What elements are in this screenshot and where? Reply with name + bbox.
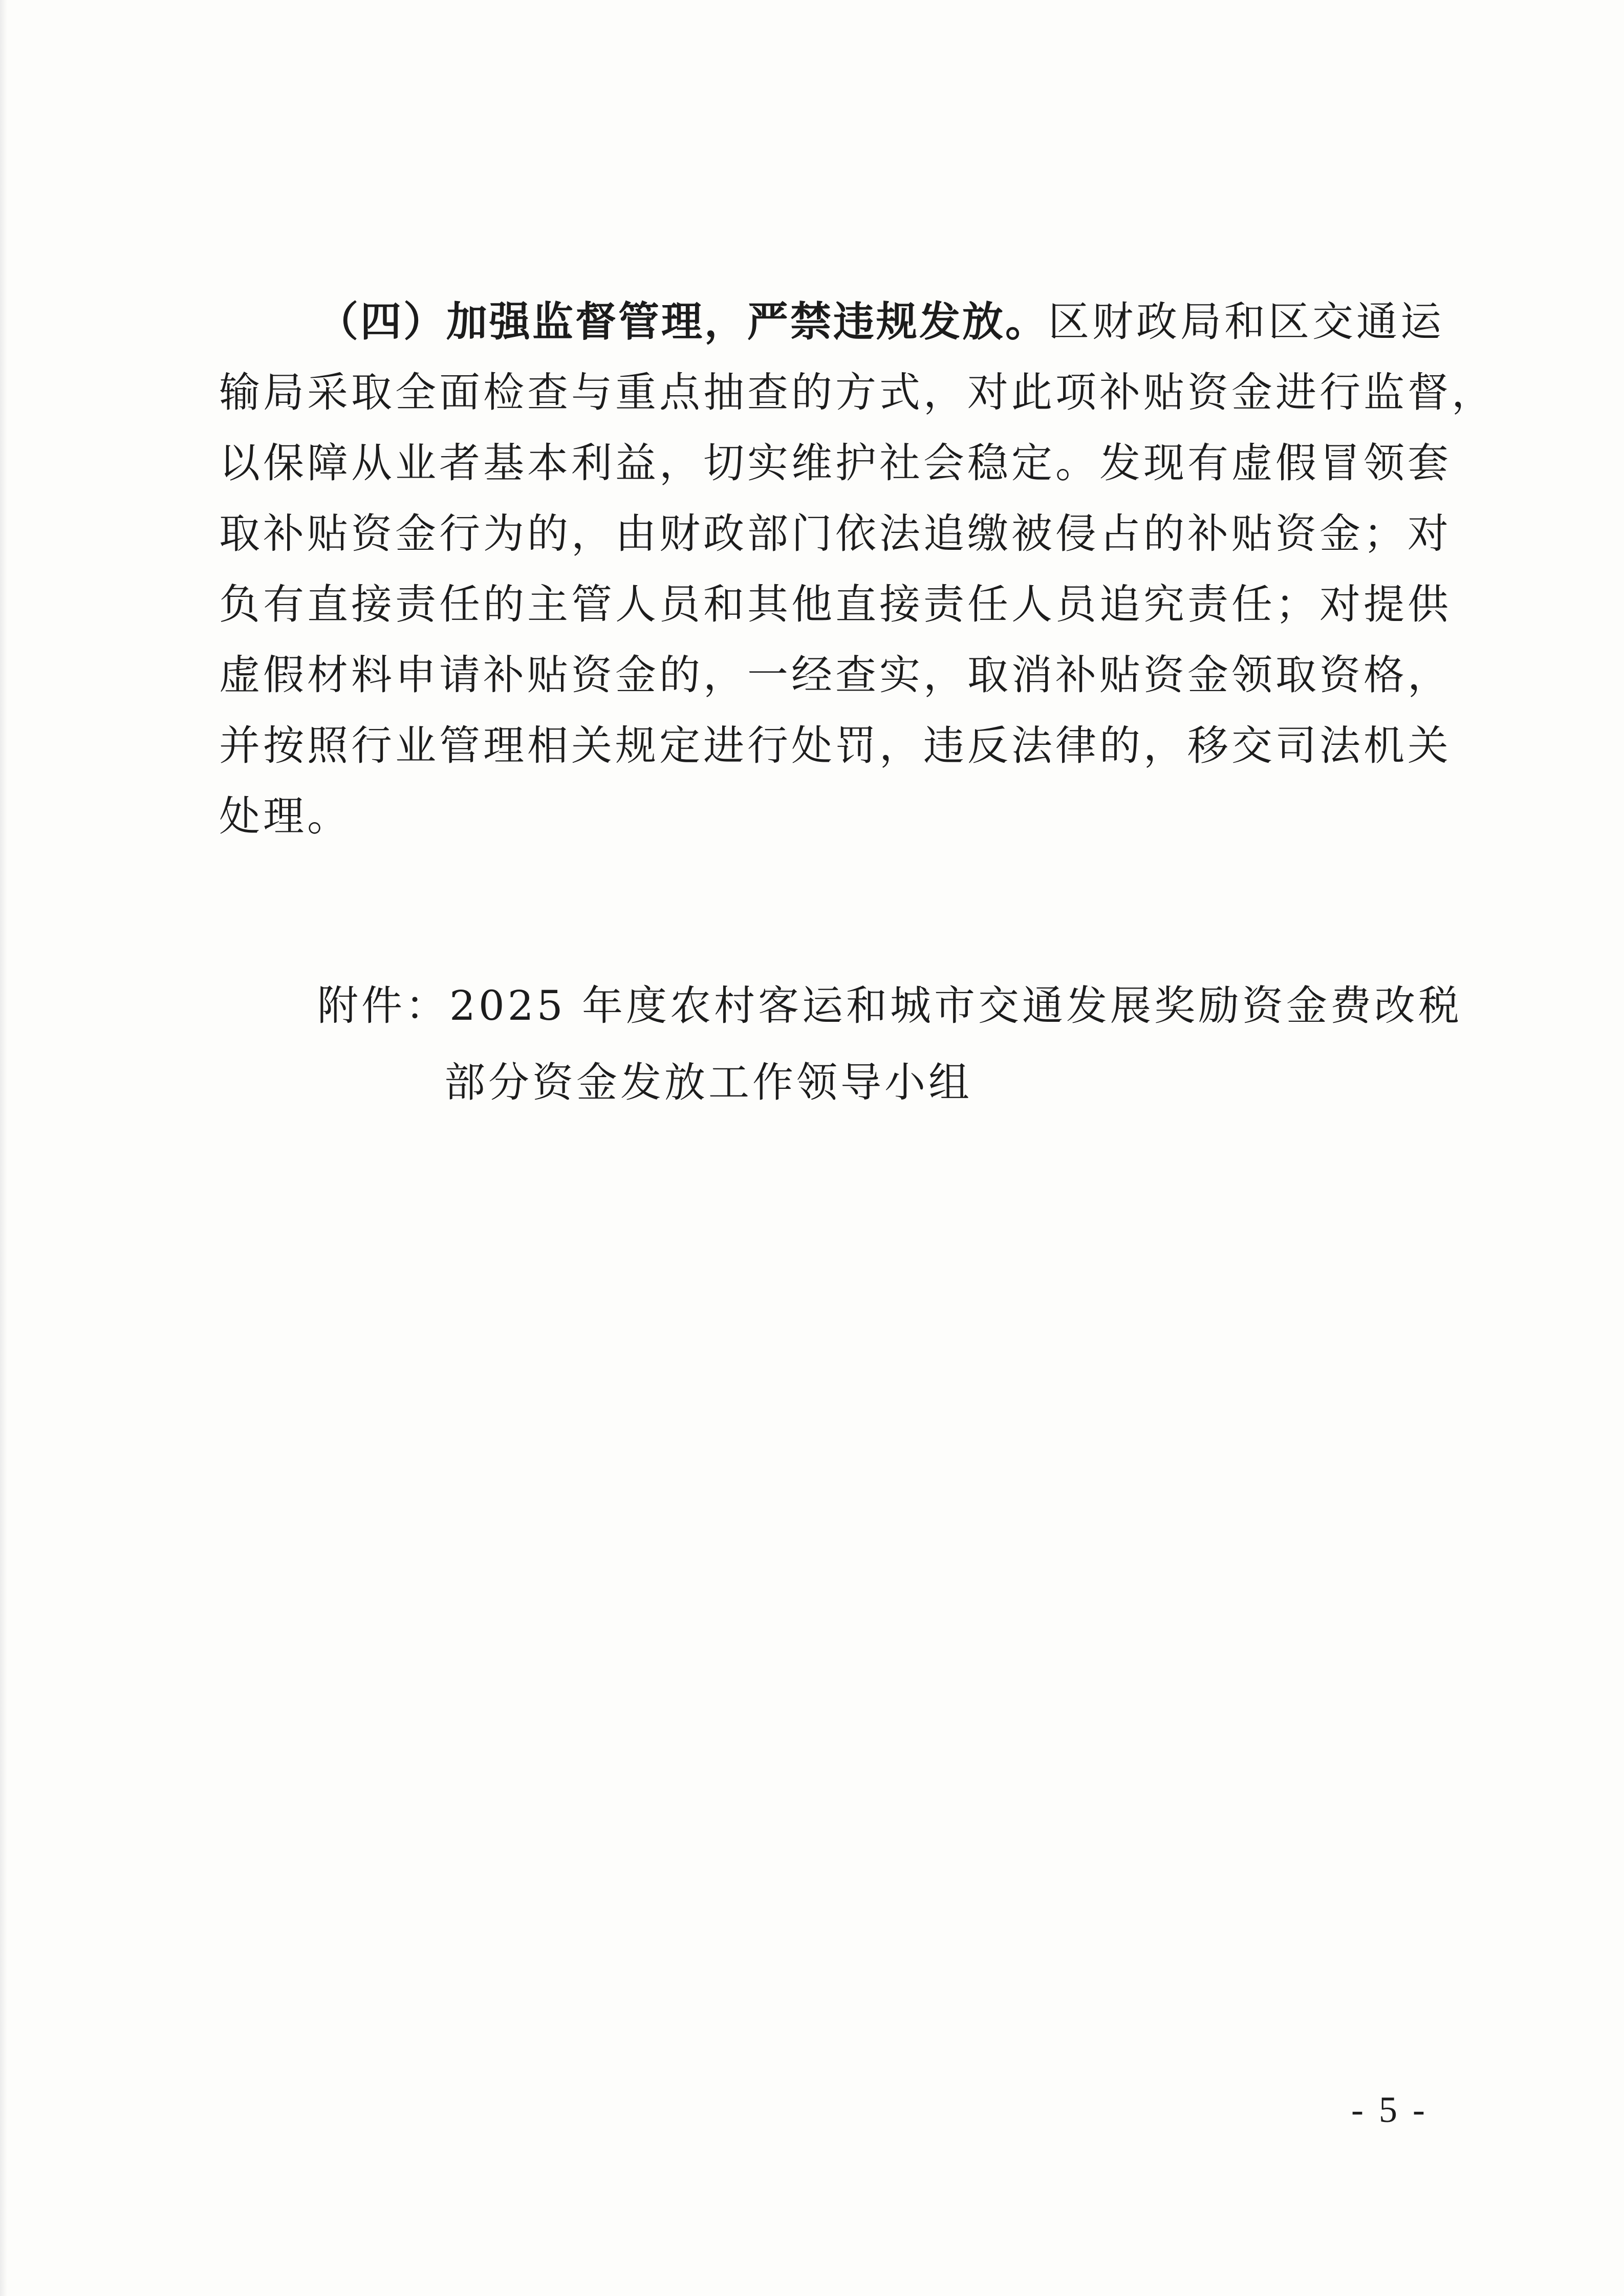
paragraph-line: 并按照行业管理相关规定进行处罚，违反法律的，移交司法机关 xyxy=(219,722,1452,769)
attachment-title-line2: 部分资金发放工作领导小组 xyxy=(444,1059,972,1106)
section-heading: （四）加强监督管理，严禁违规发放。 xyxy=(317,298,1048,346)
section-paragraph xyxy=(219,287,1496,852)
paragraph-line: 输局采取全面检查与重点抽查的方式，对此项补贴资金进行监督， xyxy=(219,369,1496,416)
attachment-line xyxy=(317,968,1463,1044)
paragraph-line: 处理。 xyxy=(219,792,351,840)
scan-edge-shadow xyxy=(0,0,7,2296)
paragraph-line-text: 区财政局和区交通运 xyxy=(1048,298,1444,346)
page-number: - 5 - xyxy=(1351,2089,1428,2130)
attachment-title-line1: 2025 年度农村客运和城市交通发展奖励资金费改税 xyxy=(449,982,1463,1029)
paragraph-line: 取补贴资金行为的，由财政部门依法追缴被侵占的补贴资金；对 xyxy=(219,510,1452,557)
paragraph-line: 负有直接责任的主管人员和其他直接责任人员追究责任；对提供 xyxy=(219,581,1452,628)
attachment-note xyxy=(317,968,1463,1121)
attachment-label: 附件： xyxy=(317,982,449,1029)
paragraph-line xyxy=(219,287,1444,357)
paragraph-line: 虚假材料申请补贴资金的，一经查实，取消补贴资金领取资格， xyxy=(219,651,1452,699)
paragraph-line: 以保障从业者基本利益，切实维护社会稳定。发现有虚假冒领套 xyxy=(219,439,1452,487)
